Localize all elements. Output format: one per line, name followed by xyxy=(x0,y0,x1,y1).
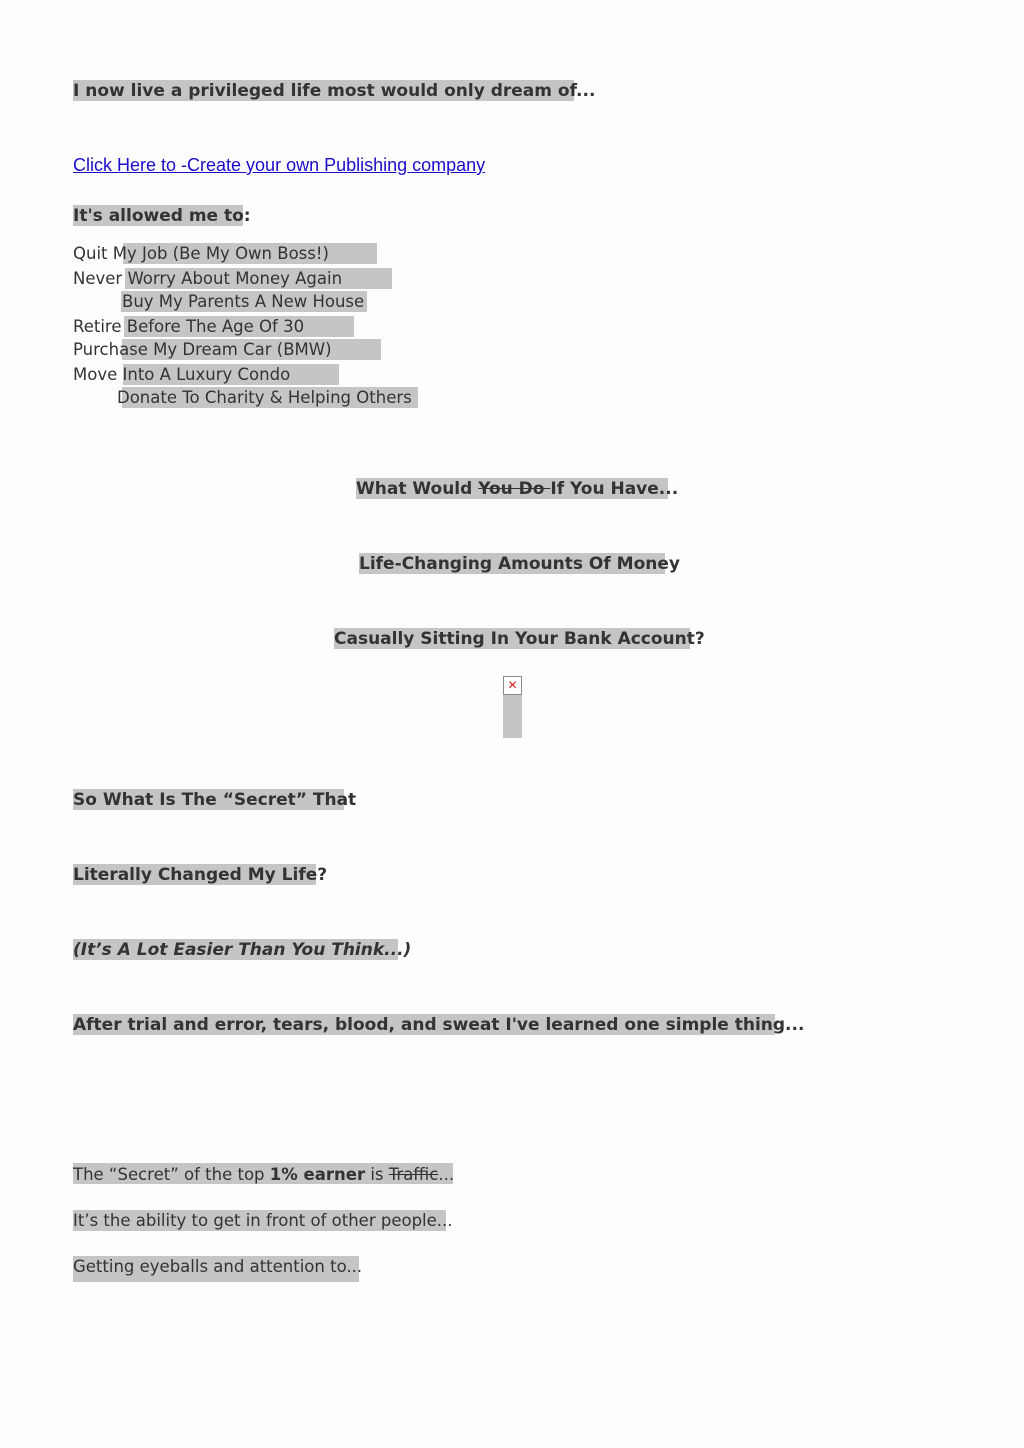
benefit-item: Purchase My Dream Car (BMW) xyxy=(73,340,332,359)
secret-line-part-1: The “Secret” of the top xyxy=(73,1165,270,1184)
intro-heading xyxy=(73,80,596,101)
ability-line: It’s the ability to get in front of other people... xyxy=(73,1211,453,1230)
benefit-item: Never Worry About Money Again xyxy=(73,269,343,288)
create-publishing-company-link[interactable]: Click Here to -Create your own Publishing company xyxy=(73,155,486,175)
question-line-3 xyxy=(334,628,705,649)
secret-line-part-3: ... xyxy=(438,1165,455,1184)
learned-line xyxy=(73,1014,805,1035)
learned-line-text: After trial and error, tears, blood, and sweat I've learned one simple thing... xyxy=(73,1015,805,1035)
secret-line-part-2: is xyxy=(365,1165,389,1184)
secret-subheading-text: (It’s A Lot Easier Than You Think...) xyxy=(73,940,412,960)
traffic-text: Traffic xyxy=(388,1165,439,1184)
allowed-heading xyxy=(73,205,251,226)
top-earner-text: 1% earner xyxy=(269,1165,366,1184)
secret-line xyxy=(73,1164,454,1186)
question-line-2-text: Life-Changing Amounts Of Money xyxy=(359,554,680,574)
secret-heading-1-text: So What Is The “Secret” That xyxy=(73,790,357,810)
secret-subheading xyxy=(73,939,412,960)
eyeballs-line: Getting eyeballs and attention to... xyxy=(73,1257,363,1276)
question-part-1: What Would xyxy=(356,479,479,499)
benefit-item: Retire Before The Age Of 30 xyxy=(73,317,305,336)
question-line-3-text: Casually Sitting In Your Bank Account? xyxy=(334,629,705,649)
benefit-item: Quit My Job (Be My Own Boss!) xyxy=(73,244,329,263)
secret-heading-1 xyxy=(73,789,357,810)
secret-heading-2 xyxy=(73,864,328,885)
secret-heading-2-text: Literally Changed My Life? xyxy=(73,865,328,885)
question-part-3: If You Have... xyxy=(550,479,679,499)
intro-heading-text: I now live a privileged life most would only dream of... xyxy=(73,81,596,101)
benefit-item: Donate To Charity & Helping Others xyxy=(117,388,412,407)
broken-image xyxy=(503,676,522,738)
allowed-heading-text: It's allowed me to: xyxy=(73,206,251,226)
question-line-1 xyxy=(356,478,679,499)
benefit-item: Move Into A Luxury Condo xyxy=(73,365,291,384)
question-line-2 xyxy=(359,553,680,574)
broken-image-icon: ✕ xyxy=(503,676,522,695)
question-you-do: You Do xyxy=(478,479,551,499)
benefit-item: Buy My Parents A New House xyxy=(122,292,365,311)
